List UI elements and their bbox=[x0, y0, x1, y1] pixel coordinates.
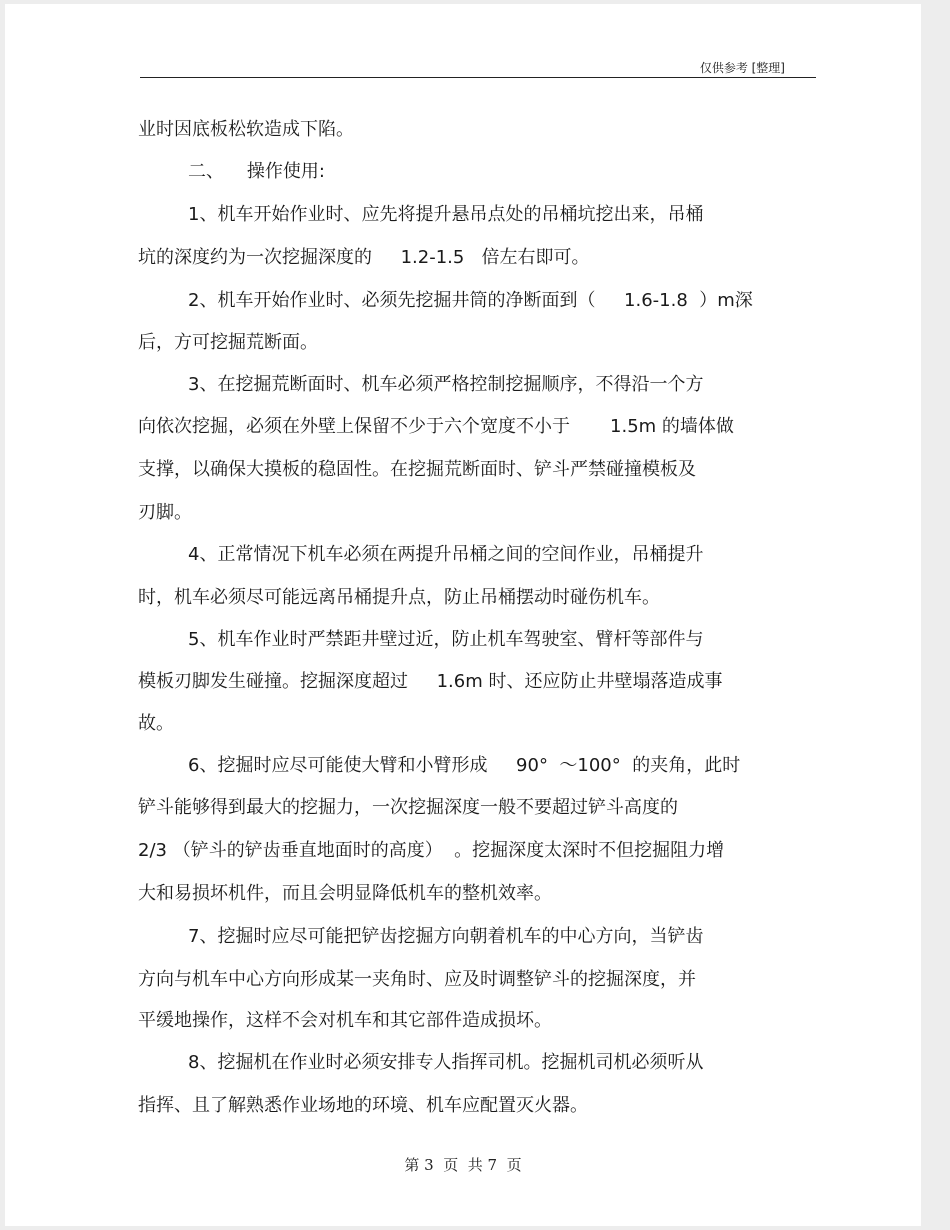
body-line: 平缓地操作，这样不会对机车和其它部件造成损坏。 bbox=[138, 1010, 552, 1031]
body-line: 后，方可挖掘荒断面。 bbox=[138, 332, 318, 353]
body-line: 4、正常情况下机车必须在两提升吊桶之间的空间作业，吊桶提升 bbox=[188, 544, 704, 565]
body-line: 6、挖掘时应尽可能使大臂和小臂形成 90° ～100° 的夹角，此时 bbox=[188, 755, 741, 776]
section-heading: 二、 操作使用: bbox=[188, 161, 325, 182]
body-line: 铲斗能够得到最大的挖掘力，一次挖掘深度一般不要超过铲斗高度的 bbox=[138, 797, 678, 818]
page-number-footer: 第 3 页 共 7 页 bbox=[404, 1156, 522, 1174]
body-line: 2/3 （铲斗的铲齿垂直地面时的高度） 。挖掘深度太深时不但挖掘阻力增 bbox=[138, 840, 725, 861]
body-line: 指挥、且了解熟悉作业场地的环境、机车应配置灭火器。 bbox=[138, 1095, 588, 1116]
body-line: 2、机车开始作业时、必须先挖掘井筒的净断面到（ 1.6-1.8 ）m深 bbox=[188, 290, 753, 311]
body-line: 7、挖掘时应尽可能把铲齿挖掘方向朝着机车的中心方向，当铲齿 bbox=[188, 926, 704, 947]
body-line: 向依次挖掘，必须在外壁上保留不少于六个宽度不小于 1.5m 的墙体做 bbox=[138, 416, 734, 437]
body-line: 支撑，以确保大摸板的稳固性。在挖掘荒断面时、铲斗严禁碰撞模板及 bbox=[138, 459, 696, 480]
header-note: 仅供参考 [整理] bbox=[699, 61, 785, 75]
body-line: 8、挖掘机在作业时必须安排专人指挥司机。挖掘机司机必须听从 bbox=[188, 1052, 704, 1073]
body-line: 1、机车开始作业时、应先将提升悬吊点处的吊桶坑挖出来，吊桶 bbox=[188, 204, 704, 225]
body-line: 方向与机车中心方向形成某一夹角时、应及时调整铲斗的挖掘深度，并 bbox=[138, 969, 696, 990]
body-line: 刃脚。 bbox=[138, 502, 192, 523]
body-line: 5、机车作业时严禁距井壁过近，防止机车驾驶室、臂杆等部件与 bbox=[188, 629, 704, 650]
body-line: 业时因底板松软造成下陷。 bbox=[138, 119, 354, 140]
body-line: 时，机车必须尽可能远离吊桶提升点，防止吊桶摆动时碰伤机车。 bbox=[138, 587, 660, 608]
document-page bbox=[5, 4, 921, 1226]
body-line: 故。 bbox=[138, 713, 174, 734]
body-line: 3、在挖掘荒断面时、机车必须严格控制挖掘顺序，不得沿一个方 bbox=[188, 374, 704, 395]
header-divider bbox=[140, 77, 816, 78]
body-line: 模板刃脚发生碰撞。挖掘深度超过 1.6m 时、还应防止井壁塌落造成事 bbox=[138, 671, 723, 692]
body-line: 坑的深度约为一次挖掘深度的 1.2-1.5 倍左右即可。 bbox=[138, 247, 590, 268]
body-line: 大和易损坏机件，而且会明显降低机车的整机效率。 bbox=[138, 883, 552, 904]
